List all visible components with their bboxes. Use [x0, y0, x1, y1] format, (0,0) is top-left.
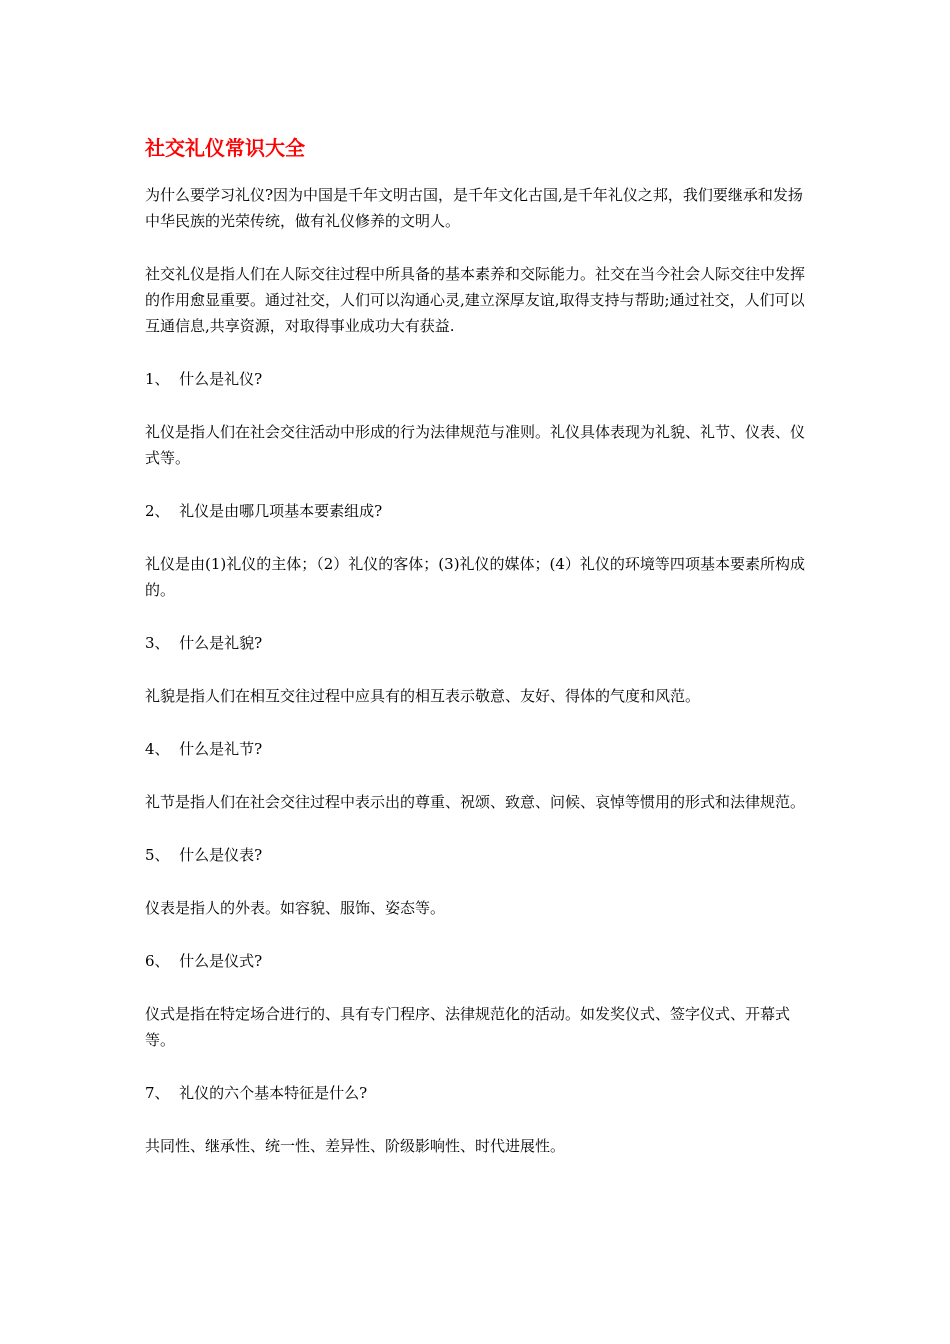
- paragraph-gap: [145, 339, 815, 366]
- section-answer: 礼仪是指人们在社会交往活动中形成的行为法律规范与准则。礼仪具体表现为礼貌、礼节、仪表、仪式等。: [145, 423, 806, 467]
- paragraph-gap: [145, 524, 815, 551]
- intro-paragraph-1: 为什么要学习礼仪?因为中国是千年文明古国，是千年文化古国,是千年礼仪之邦，我们要继承和发扬中华民族的光荣传统，做有礼仪修养的文明人。: [145, 186, 803, 230]
- section-answer: 礼貌是指人们在相互交往过程中应具有的相互表示敬意、友好、得体的气度和风范。: [145, 687, 701, 705]
- paragraph-gap: [145, 709, 815, 736]
- section-answer: 仪式是指在特定场合进行的、具有专门程序、法律规范化的活动。如发奖仪式、签字仪式、开幕式等。: [145, 1005, 791, 1049]
- section-question: 4、 什么是礼节?: [145, 740, 263, 758]
- section-question: 7、 礼仪的六个基本特征是什么?: [145, 1084, 368, 1102]
- paragraph-gap: [145, 762, 815, 789]
- section-question: 2、 礼仪是由哪几项基本要素组成?: [145, 502, 383, 520]
- section-question: 6、 什么是仪式?: [145, 952, 263, 970]
- paragraph-gap: [145, 921, 815, 948]
- paragraph-gap: [145, 868, 815, 895]
- section-answer: 共同性、继承性、统一性、差异性、阶级影响性、时代进展性。: [145, 1137, 566, 1155]
- paragraph-gap: [145, 974, 815, 1001]
- paragraph-gap: [145, 1106, 815, 1133]
- section-question: 3、 什么是礼貌?: [145, 634, 263, 652]
- paragraph-gap: [145, 234, 815, 261]
- section-answer: 仪表是指人的外表。如容貌、服饰、姿态等。: [145, 899, 446, 917]
- paragraph-gap: [145, 815, 815, 842]
- section-answer: 礼节是指人们在社会交往过程中表示出的尊重、祝颂、致意、问候、哀悼等惯用的形式和法律规范。: [145, 793, 806, 811]
- document-title: 社交礼仪常识大全: [145, 136, 305, 160]
- paragraph-gap: [145, 471, 815, 498]
- section-question: 5、 什么是仪表?: [145, 846, 263, 864]
- paragraph-gap: [145, 603, 815, 630]
- intro-paragraph-2: 社交礼仪是指人们在人际交往过程中所具备的基本素养和交际能力。社交在当今社会人际交往中发挥的作用愈显重要。通过社交，人们可以沟通心灵,建立深厚友谊,取得支持与帮助;通过社交，人们可以互通信息,共享资源，对取得事业成功大有获益.: [145, 265, 806, 335]
- document-body: [145, 134, 815, 1159]
- paragraph-gap: [145, 1053, 815, 1080]
- paragraph-gap: [145, 656, 815, 683]
- paragraph-gap: [145, 392, 815, 419]
- section-question: 1、 什么是礼仪?: [145, 370, 263, 388]
- section-answer: 礼仪是由(1)礼仪的主体；（2）礼仪的客体；(3)礼仪的媒体；(4）礼仪的环境等四项基本要素所构成的。: [145, 555, 805, 599]
